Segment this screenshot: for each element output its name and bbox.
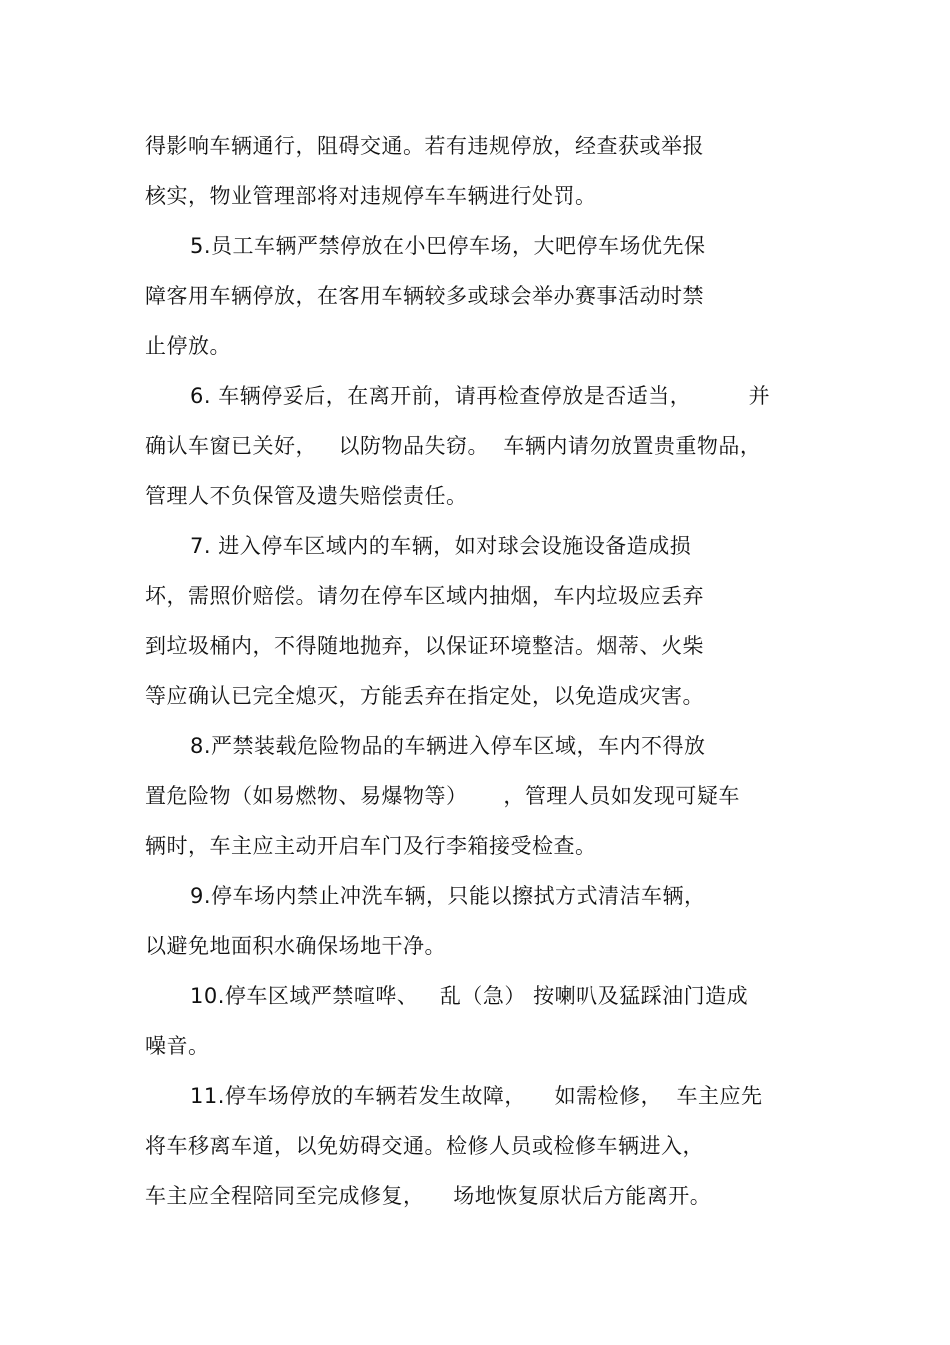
paragraph-line: 辆时，车主应主动开启车门及行李箱接受检查。 — [145, 834, 597, 858]
paragraph-line-item-6: 6. 车辆停妥后，在离开前，请再检查停放是否适当， 并 — [190, 384, 771, 408]
paragraph-line: 噪音。 — [145, 1034, 210, 1058]
paragraph-line-item-10: 10.停车区域严禁喧哗、 乱（急） 按喇叭及猛踩油门造成 — [190, 984, 749, 1008]
paragraph-line: 以避免地面积水确保场地干净。 — [145, 934, 446, 958]
paragraph-line-item-9: 9.停车场内禁止冲洗车辆，只能以擦拭方式清洁车辆， — [190, 884, 706, 908]
paragraph-line-item-5: 5.员工车辆严禁停放在小巴停车场，大吧停车场优先保 — [190, 234, 706, 258]
paragraph-line: 止停放。 — [145, 334, 231, 358]
paragraph-line-item-8: 8.严禁装载危险物品的车辆进入停车区域，车内不得放 — [190, 734, 706, 758]
paragraph-line: 管理人不负保管及遗失赔偿责任。 — [145, 484, 468, 508]
paragraph-line: 核实，物业管理部将对违规停车车辆进行处罚。 — [145, 184, 597, 208]
paragraph-line: 将车移离车道，以免妨碍交通。检修人员或检修车辆进入， — [145, 1134, 704, 1158]
paragraph-line: 障客用车辆停放，在客用车辆较多或球会举办赛事活动时禁 — [145, 284, 704, 308]
paragraph-line: 车主应全程陪同至完成修复， 场地恢复原状后方能离开。 — [145, 1184, 712, 1208]
paragraph-line-item-11: 11.停车场停放的车辆若发生故障， 如需检修， 车主应先 — [190, 1084, 763, 1108]
paragraph-line: 到垃圾桶内，不得随地抛弃，以保证环境整洁。烟蒂、火柴 — [145, 634, 704, 658]
paragraph-line: 等应确认已完全熄灭，方能丢弃在指定处，以免造成灾害。 — [145, 684, 704, 708]
paragraph-line: 得影响车辆通行，阻碍交通。若有违规停放，经查获或举报 — [145, 134, 704, 158]
paragraph-line: 置危险物（如易燃物、易爆物等） ，管理人员如发现可疑车 — [145, 784, 740, 808]
paragraph-line: 坏，需照价赔偿。请勿在停车区域内抽烟，车内垃圾应丢弃 — [145, 584, 704, 608]
paragraph-line-item-7: 7. 进入停车区域内的车辆，如对球会设施设备造成损 — [190, 534, 692, 558]
paragraph-line: 确认车窗已关好， 以防物品失窃。 车辆内请勿放置贵重物品， — [145, 434, 762, 458]
